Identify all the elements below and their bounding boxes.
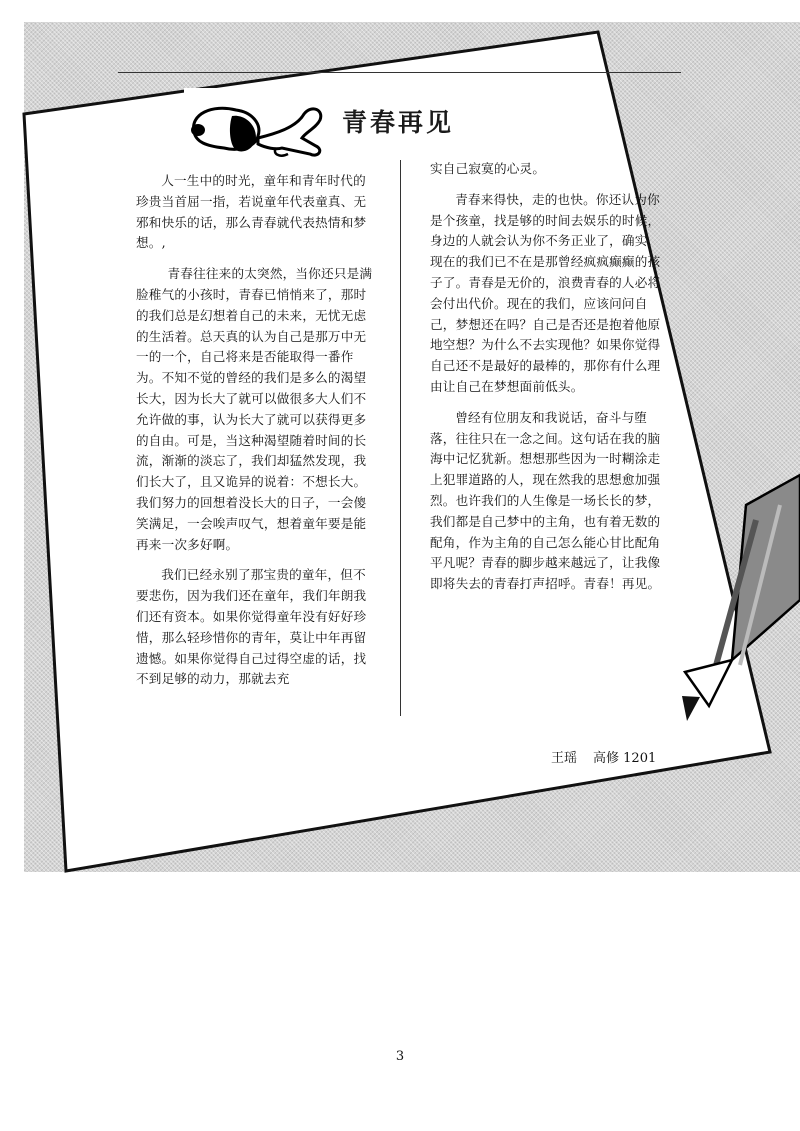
snoopy-icon (184, 88, 328, 163)
paragraph: 青春往往来的太突然，当你还只是满脸稚气的小孩时，青春已悄悄来了，那时的我们总是幻想着自己的未来，无忧无虑的生活着。总天真的认为自己是那万中无一的一个，自己将来是否能取得一番作为。不知不觉的曾经的我们是多么的渴望长大，因为长大了就可以做很多大人们不允许做的事，认为长大了就可以获得更多的自由。可是，当这种渴望随着时间的长流，渐渐的淡忘了，我们却猛然发现，我们长大了，且又诡异的说着：不想长大。我们努力的回想着没长大的日子，一会傻笑满足，一会唉声叹气，想着童年要是能再来一次多好啊。 (136, 266, 373, 552)
paragraph: 人一生中的时光，童年和青年时代的珍贵当首屈一指，若说童年代表童真、无邪和快乐的话，那么青春就代表热情和梦想。, (136, 173, 367, 251)
author-name: 王瑶 (551, 751, 578, 766)
paragraph: 我们已经永别了那宝贵的童年，但不要悲伤，因为我们还在童年，我们年朗我们还有资本。如果你觉得童年没有好好珍惜，那么轻珍惜你的青年，莫让中年再留遗憾。如果你觉得自己过得空虚的话，找不到足够的动力，那就去充 (136, 567, 367, 687)
page-number: 3 (395, 1049, 405, 1064)
author-signature (551, 747, 656, 766)
paragraph: 实自己寂寞的心灵。 (430, 161, 546, 176)
paragraph: 曾经有位朋友和我说话，奋斗与堕落，往往只在一念之间。这句话在我的脑海中记忆犹新。想想那些因为一时糊涂走上犯罪道路的人，现在然我的思想愈加强烈。也许我们的人生像是一场长长的梦，我们都是自己梦中的主角，也有着无数的配角，作为主角的自己怎么能心甘比配角平凡呢？青春的脚步越来越远了，让我像即将失去的青春打声招呼。青春！再见。 (430, 409, 661, 592)
author-class: 高修 1201 (593, 751, 657, 766)
top-rule (118, 72, 681, 73)
page-title: 青春再见 (342, 108, 455, 137)
paragraph: 青春来得快，走的也快。你还认为你是个孩童，找是够的时间去娱乐的时候，身边的人就会认为你不务正业了，确实，现在的我们已不在是那曾经疯疯癫癫的孩子了。青春是无价的，浪费青春的人必将会付出代价。现在的我们，应该问问自己，梦想还在吗？自己是否还是抱着他原地空想？为什么不去实现他？如果你觉得自己还不是最好的最棒的，那你有什么理由让自己在梦想面前低头。 (430, 191, 661, 394)
article-right-column (430, 159, 669, 595)
article-left-column (136, 171, 375, 690)
column-divider (400, 160, 401, 716)
